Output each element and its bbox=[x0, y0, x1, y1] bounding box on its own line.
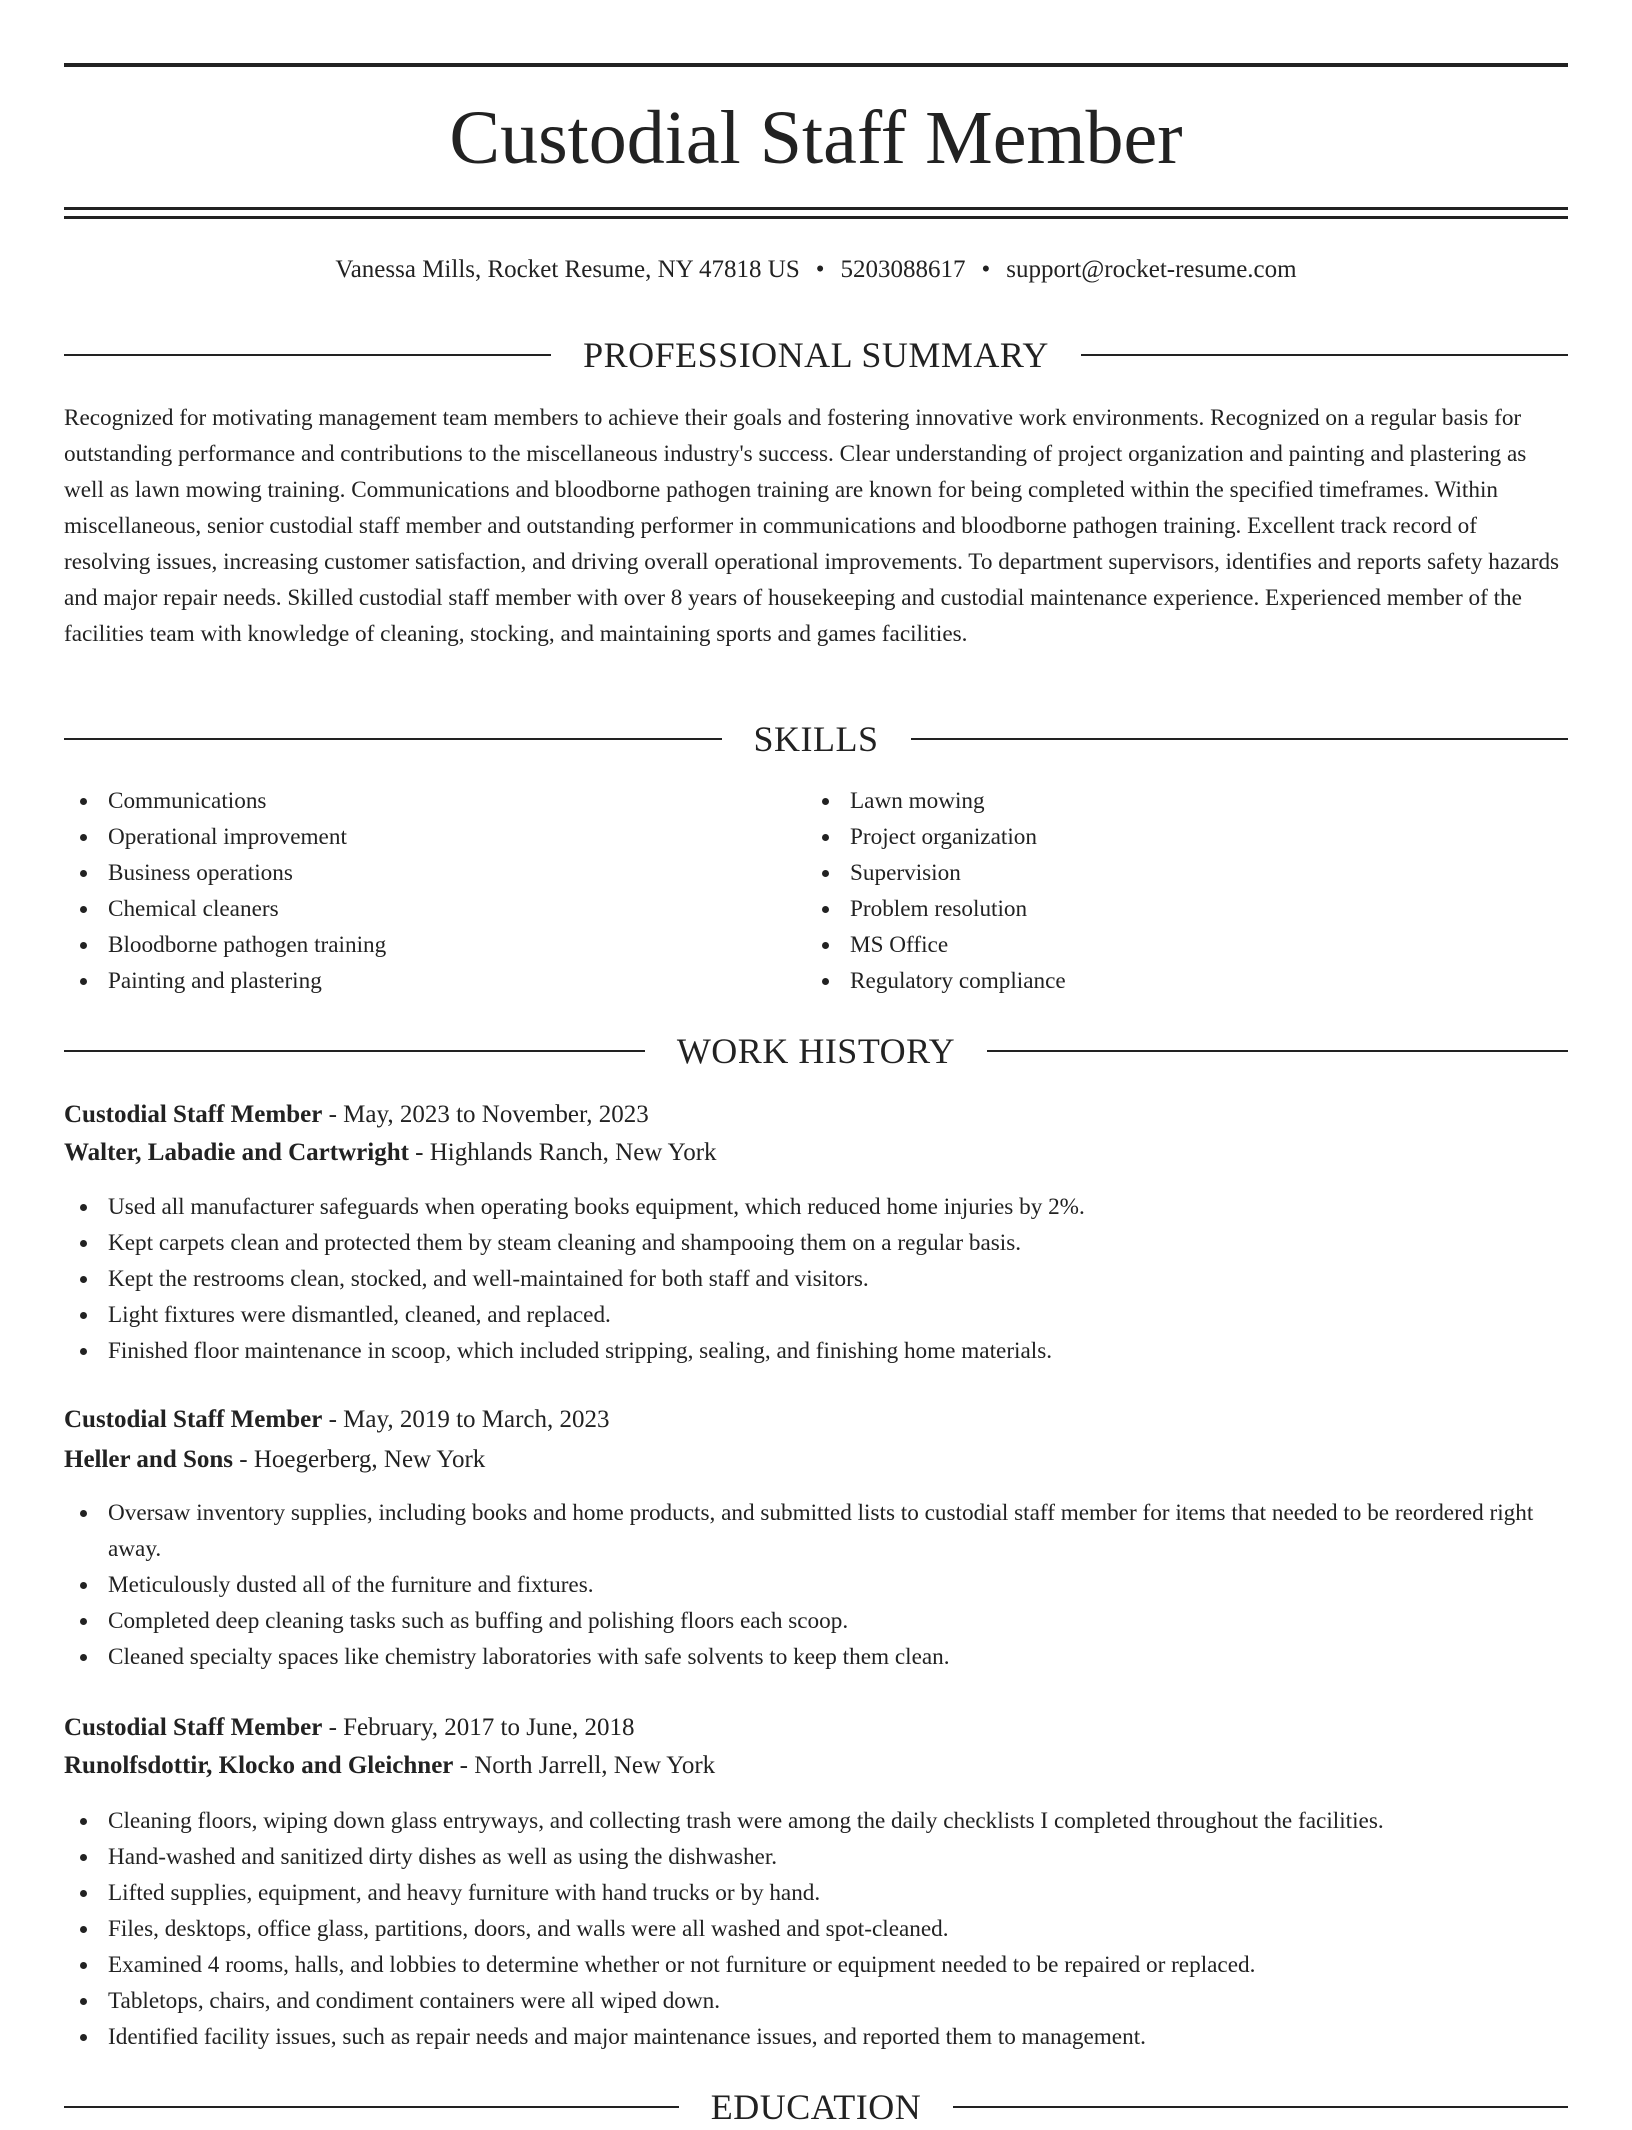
divider-line bbox=[987, 1050, 1568, 1052]
skill-item: Bloodborne pathogen training bbox=[64, 927, 764, 963]
divider-line bbox=[953, 2106, 1568, 2108]
divider-line bbox=[1081, 354, 1568, 356]
skill-item: Operational improvement bbox=[64, 819, 764, 855]
job-bullet: Oversaw inventory supplies, including books and home products, and submitted lists to custodial staff member for items that needed to be reordered right away. bbox=[64, 1495, 1568, 1567]
divider-line bbox=[911, 738, 1569, 740]
section-skills-header bbox=[64, 716, 1568, 762]
contact-phone: 5203088617 bbox=[840, 256, 966, 283]
contact-email: support@rocket-resume.com bbox=[1006, 256, 1297, 283]
job-bullets bbox=[64, 1803, 1568, 2055]
section-heading: PROFESSIONAL SUMMARY bbox=[583, 335, 1049, 375]
job-bullet: Completed deep cleaning tasks such as buffing and polishing floors each scoop. bbox=[64, 1603, 1568, 1639]
job-bullet: Tabletops, chairs, and condiment containers were all wiped down. bbox=[64, 1983, 1568, 2019]
job-company-line bbox=[64, 1135, 1568, 1171]
divider-line bbox=[64, 354, 551, 356]
job-bullet: Cleaning floors, wiping down glass entryways, and collecting trash were among the daily checklists I completed throughout the facilities. bbox=[64, 1803, 1568, 1839]
job-bullet: Meticulously dusted all of the furniture and fixtures. bbox=[64, 1567, 1568, 1603]
job-company: Heller and Sons bbox=[64, 1446, 234, 1473]
job-company: Runolfsdottir, Klocko and Gleichner bbox=[64, 1752, 454, 1779]
job-dates: - May, 2019 to March, 2023 bbox=[322, 1406, 610, 1433]
section-heading: EDUCATION bbox=[710, 2087, 922, 2127]
job-dates: - February, 2017 to June, 2018 bbox=[322, 1714, 635, 1741]
skill-item: MS Office bbox=[806, 927, 1506, 963]
job-bullet: Identified facility issues, such as repair needs and major maintenance issues, and reported them to management. bbox=[64, 2019, 1568, 2055]
job-bullet: Files, desktops, office glass, partitions, doors, and walls were all washed and spot-cleaned. bbox=[64, 1911, 1568, 1947]
job-bullet: Used all manufacturer safeguards when operating books equipment, which reduced home injuries by 2%. bbox=[64, 1189, 1568, 1225]
job-bullet: Examined 4 rooms, halls, and lobbies to determine whether or not furniture or equipment needed to be repaired or replaced. bbox=[64, 1947, 1568, 1983]
job-company-line bbox=[64, 1442, 1568, 1478]
title-rule-lower bbox=[64, 216, 1568, 219]
skill-item: Chemical cleaners bbox=[64, 891, 764, 927]
section-heading: WORK HISTORY bbox=[676, 1031, 956, 1071]
summary-text: Recognized for motivating management team members to achieve their goals and fostering innovative work environments. Recognized on a regular basis for outstanding performance and contributions to the miscellaneous industry's success. Clear understanding of project organization and painting and plastering as well as lawn mowing training. Communications and bloodborne pathogen training are known for being completed within the specified timeframes. Within miscellaneous, senior custodial staff member and outstanding performer in communications and bloodborne pathogen training. Excellent track record of resolving issues, increasing customer satisfaction, and driving overall operational improvements. To department supervisors, identifies and reports safety hazards and major repair needs. Skilled custodial staff member with over 8 years of housekeeping and custodial maintenance experience. Experienced member of the facilities team with knowledge of cleaning, stocking, and maintaining sports and games facilities. bbox=[64, 405, 1560, 647]
job-bullet: Kept the restrooms clean, stocked, and well-maintained for both staff and visitors. bbox=[64, 1261, 1568, 1297]
job-location: - Highlands Ranch, New York bbox=[408, 1139, 717, 1166]
job-bullet: Kept carpets clean and protected them by steam cleaning and shampooing them on a regular basis. bbox=[64, 1225, 1568, 1261]
job-title-line bbox=[64, 1402, 1568, 1438]
skill-item: Regulatory compliance bbox=[806, 963, 1506, 999]
divider-line bbox=[64, 738, 722, 740]
divider-line bbox=[64, 2106, 679, 2108]
contact-line bbox=[64, 253, 1568, 287]
job-bullet: Cleaned specialty spaces like chemistry laboratories with safe solvents to keep them clean. bbox=[64, 1639, 1568, 1675]
job-title-line bbox=[64, 1710, 1568, 1746]
job-company: Walter, Labadie and Cartwright bbox=[64, 1139, 409, 1166]
divider-line bbox=[64, 1050, 645, 1052]
contact-separator: • bbox=[981, 256, 991, 283]
job-title: Custodial Staff Member bbox=[64, 1101, 323, 1128]
contact-address: Vanessa Mills, Rocket Resume, NY 47818 US bbox=[335, 256, 800, 283]
section-summary-header bbox=[64, 332, 1568, 378]
job-title: Custodial Staff Member bbox=[64, 1714, 323, 1741]
resume-title: Custodial Staff Member bbox=[449, 96, 1183, 180]
top-rule bbox=[64, 63, 1568, 67]
job-dates: - May, 2023 to November, 2023 bbox=[322, 1101, 649, 1128]
job-title-line bbox=[64, 1097, 1568, 1133]
skill-item: Project organization bbox=[806, 819, 1506, 855]
job-bullets bbox=[64, 1495, 1568, 1675]
title-rule-upper bbox=[64, 207, 1568, 210]
skill-item: Lawn mowing bbox=[806, 783, 1506, 819]
job-bullet: Hand-washed and sanitized dirty dishes as well as using the dishwasher. bbox=[64, 1839, 1568, 1875]
job-location: - North Jarrell, New York bbox=[453, 1752, 716, 1779]
skill-item: Communications bbox=[64, 783, 764, 819]
section-heading: SKILLS bbox=[753, 719, 879, 759]
job-bullet: Light fixtures were dismantled, cleaned, and replaced. bbox=[64, 1297, 1568, 1333]
job-company-line bbox=[64, 1748, 1568, 1784]
skill-item: Business operations bbox=[64, 855, 764, 891]
job-location: - Hoegerberg, New York bbox=[233, 1446, 486, 1473]
job-bullet: Lifted supplies, equipment, and heavy furniture with hand trucks or by hand. bbox=[64, 1875, 1568, 1911]
skill-item: Problem resolution bbox=[806, 891, 1506, 927]
section-work-header bbox=[64, 1028, 1568, 1074]
skill-item: Painting and plastering bbox=[64, 963, 764, 999]
job-bullet: Finished floor maintenance in scoop, which included stripping, sealing, and finishing home materials. bbox=[64, 1333, 1568, 1369]
skills-list-right bbox=[806, 783, 1506, 999]
skills-list-left bbox=[64, 783, 764, 999]
job-bullets bbox=[64, 1189, 1568, 1369]
skill-item: Supervision bbox=[806, 855, 1506, 891]
section-education-header bbox=[64, 2084, 1568, 2130]
job-title: Custodial Staff Member bbox=[64, 1406, 323, 1433]
contact-separator: • bbox=[815, 256, 825, 283]
